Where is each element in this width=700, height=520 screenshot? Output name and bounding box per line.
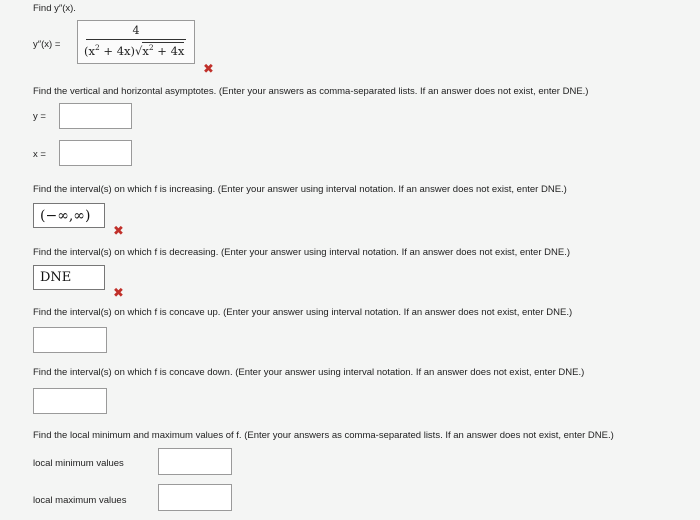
increasing-input[interactable]: (−∞,∞) bbox=[33, 203, 105, 228]
local-min-input[interactable] bbox=[158, 448, 232, 475]
local-max-label: local maximum values bbox=[33, 495, 127, 506]
local-max-input[interactable] bbox=[158, 484, 232, 511]
decreasing-prompt: Find the interval(s) on which f is decreasing. (Enter your answer using interval notation. If an answer does not exist, enter DNE.) bbox=[33, 247, 571, 258]
incorrect-icon: ✖ bbox=[113, 224, 124, 239]
concave-down-prompt: Find the interval(s) on which f is concave down. (Enter your answer using interval notation. If an answer does not exist, enter DNE.) bbox=[33, 367, 585, 378]
exponent-2: 2 bbox=[148, 43, 154, 52]
incorrect-icon: ✖ bbox=[113, 286, 124, 301]
x-asymptote-input[interactable] bbox=[59, 140, 132, 166]
local-min-label: local minimum values bbox=[33, 458, 124, 469]
fraction-numerator: 4 bbox=[132, 24, 140, 37]
denominator-mid: + 4x) bbox=[99, 43, 136, 58]
concave-down-input[interactable] bbox=[33, 388, 107, 414]
local-extrema-prompt: Find the local minimum and maximum values of f. (Enter your answers as comma-separated lists. If an answer does not exist, enter DNE.) bbox=[33, 430, 614, 441]
increasing-prompt: Find the interval(s) on which f is increasing. (Enter your answer using interval notation. If an answer does not exist, enter DNE.) bbox=[33, 184, 567, 195]
decreasing-input[interactable]: DNE bbox=[33, 265, 105, 290]
second-derivative-label: y″(x) = bbox=[33, 39, 61, 50]
concave-up-prompt: Find the interval(s) on which f is concave up. (Enter your answer using interval notation. If an answer does not exist, enter DNE.) bbox=[33, 307, 573, 318]
concave-up-input[interactable] bbox=[33, 327, 107, 353]
y-asymptote-input[interactable] bbox=[59, 103, 132, 129]
exponent-1: 2 bbox=[94, 43, 100, 52]
incorrect-icon: ✖ bbox=[203, 62, 214, 77]
fraction-bar bbox=[86, 39, 186, 40]
fraction-denominator bbox=[84, 42, 184, 58]
y-asymptote-label: y = bbox=[33, 111, 46, 122]
asymptotes-prompt: Find the vertical and horizontal asymptotes. (Enter your answers as comma-separated lists. If an answer does not exist, enter DNE.) bbox=[33, 86, 589, 97]
denominator-left: (x bbox=[84, 43, 95, 58]
sqrt-icon: √ bbox=[135, 43, 143, 58]
second-derivative-answer bbox=[77, 20, 195, 64]
x-asymptote-label: x = bbox=[33, 149, 46, 160]
question-title: Find y″(x). bbox=[33, 3, 76, 14]
sqrt-radicand: $x^2 + 4x$ bbox=[142, 43, 185, 58]
